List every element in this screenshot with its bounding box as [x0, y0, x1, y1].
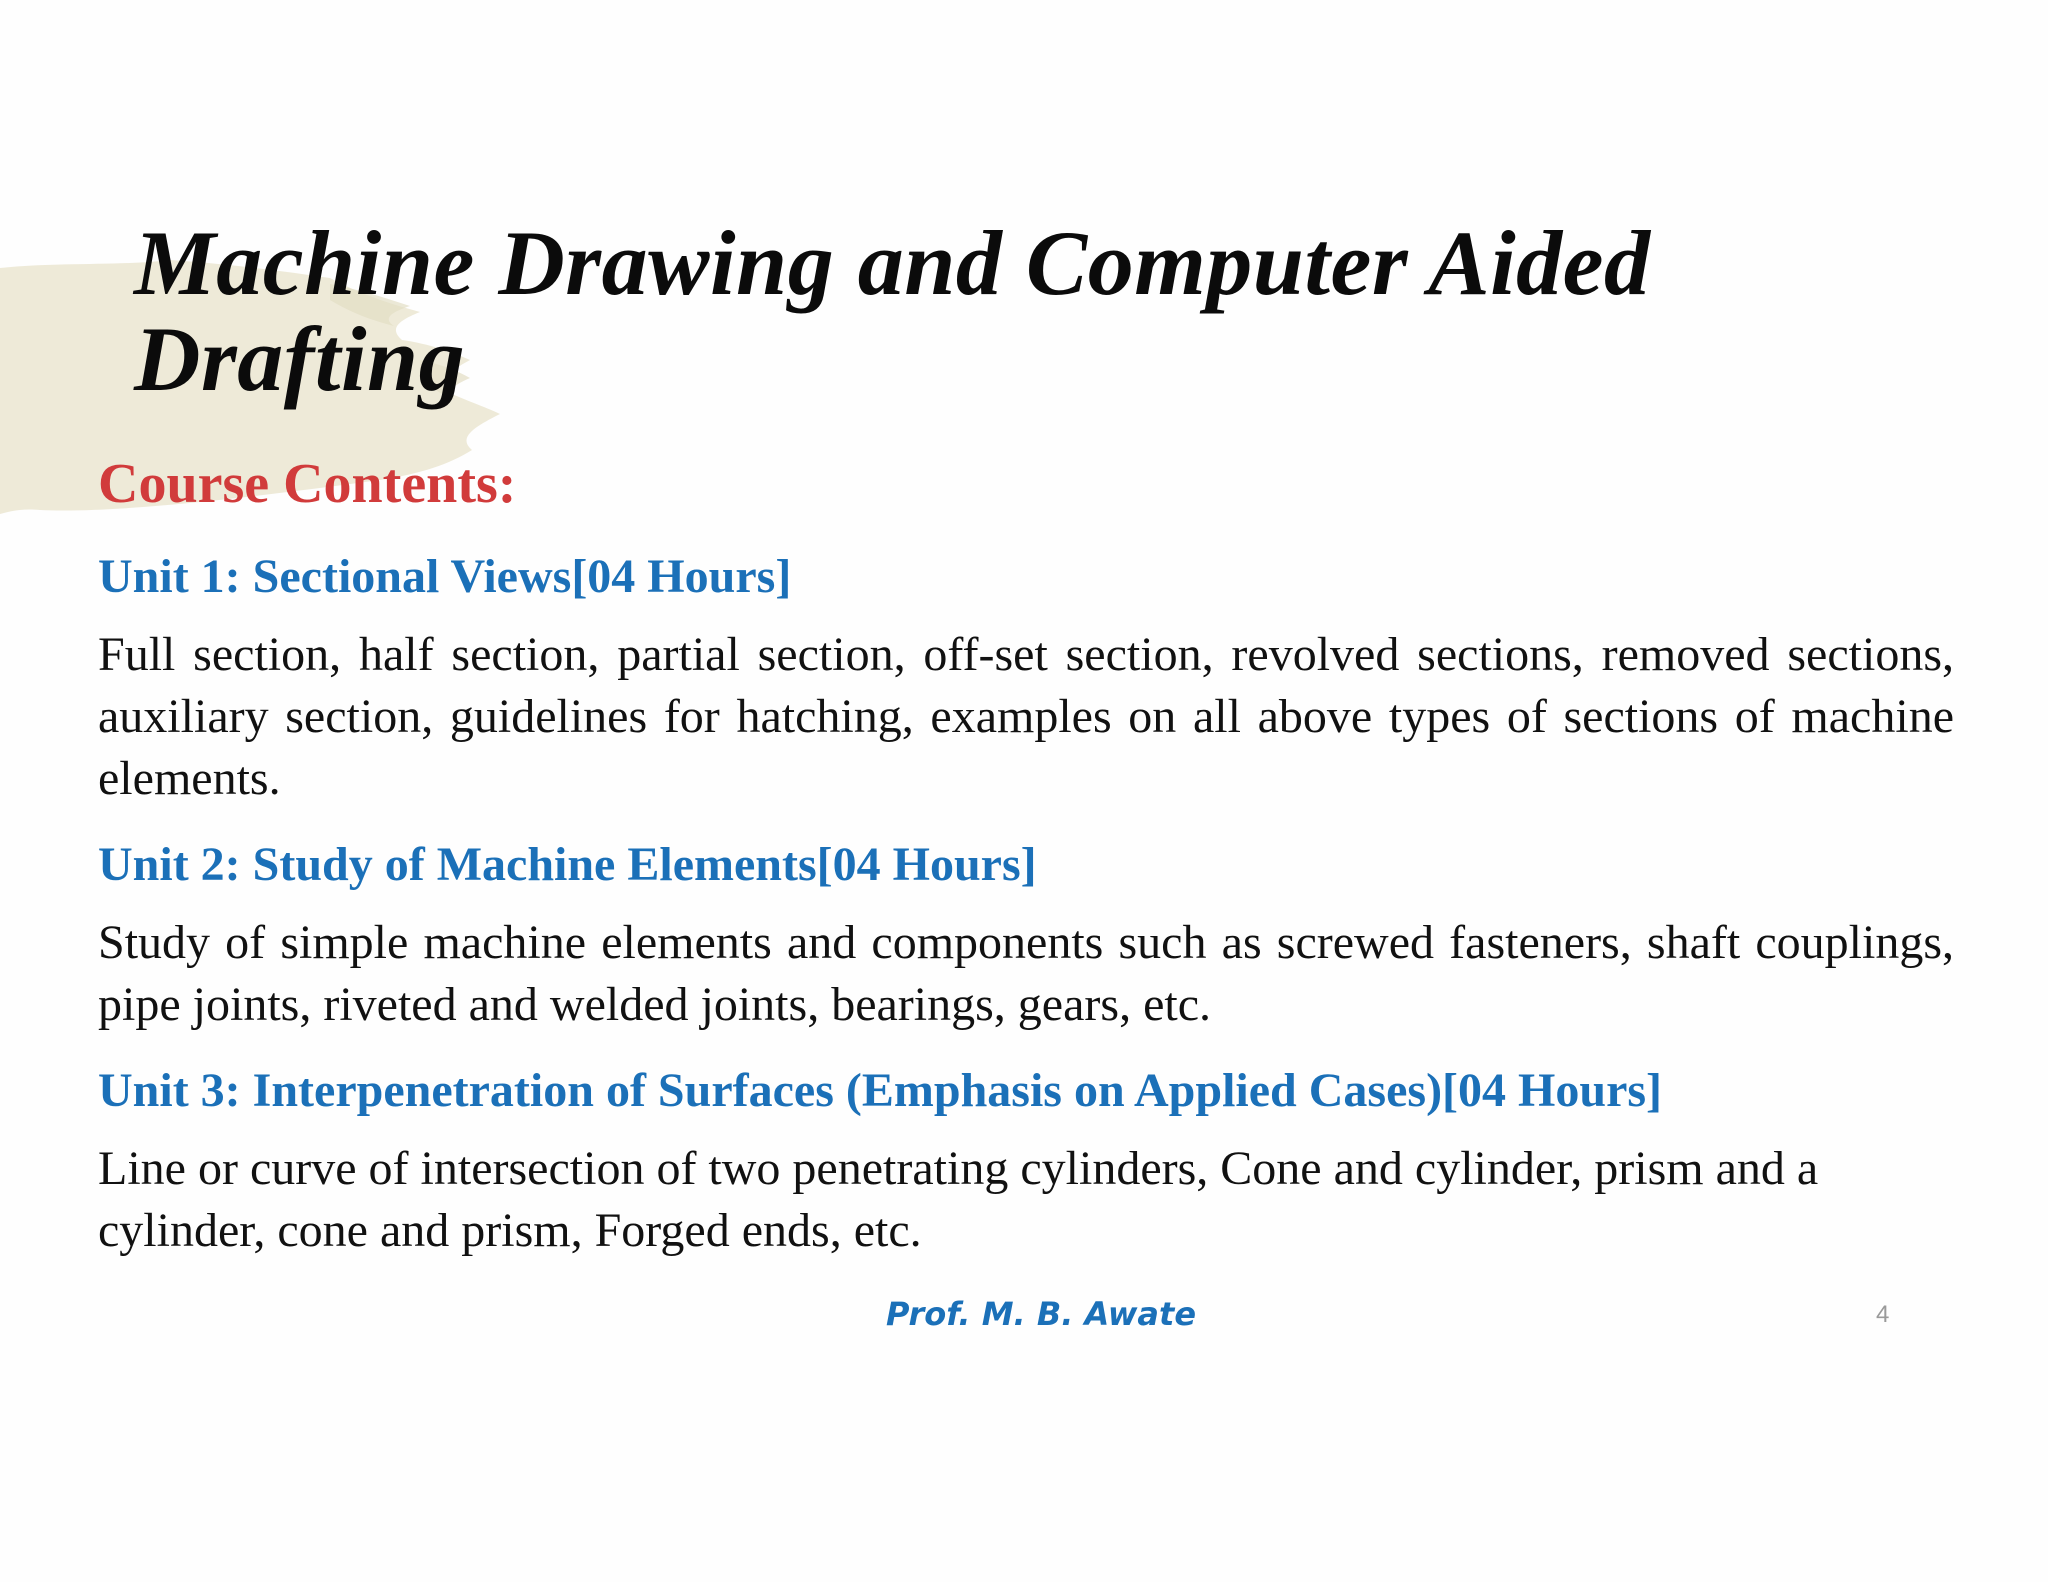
- unit-3-heading: Unit 3: Interpenetration of Surfaces (Emphasis on Applied Cases)[04 Hours]: [98, 1064, 1663, 1117]
- unit-1-description: Full section, half section, partial section, off-set section, revolved sections, removed sections, auxiliary section, guidelines for hatching, examples on all above types of sections of machine elements.: [98, 628, 1954, 805]
- slide-title-line-2: Drafting: [134, 308, 466, 410]
- unit-2-heading: Unit 2: Study of Machine Elements[04 Hours]: [98, 838, 1037, 891]
- unit-3-description: Line or curve of intersection of two penetrating cylinders, Cone and cylinder, prism and a cylinder, cone and prism, Forged ends, etc.: [98, 1142, 1819, 1257]
- unit-1-heading: Unit 1: Sectional Views[04 Hours]: [98, 550, 792, 603]
- page-number: 4: [1876, 1301, 1890, 1328]
- course-contents-heading: Course Contents:: [98, 453, 517, 515]
- slide-title: [134, 212, 1954, 410]
- unit-2-description: Study of simple machine elements and components such as screwed fasteners, shaft couplings, pipe joints, riveted and welded joints, bearings, gears, etc.: [98, 916, 1954, 1031]
- footer-author: Prof. M. B. Awate: [886, 1295, 1197, 1333]
- slide-title-line-1: Machine Drawing and Computer Aided: [134, 212, 1651, 314]
